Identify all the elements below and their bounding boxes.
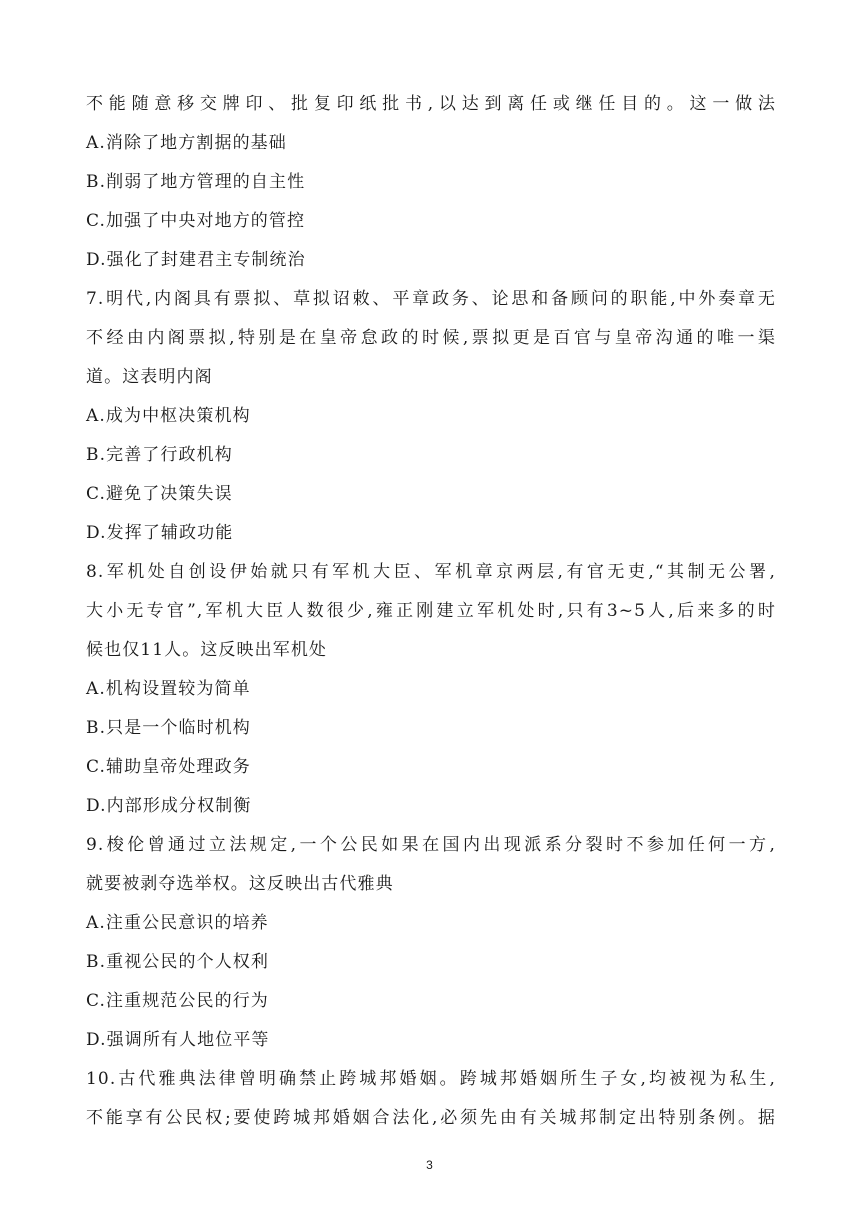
question-7-option-b: B.完善了行政机构 [86,445,233,465]
question-9-stem-line-2: 就要被剥夺选举权。这反映出古代雅典 [86,874,394,894]
question-9-option-a: A.注重公民意识的培养 [86,913,269,933]
question-9-option-b: B.重视公民的个人权利 [86,952,269,972]
question-9-stem-line-1: 9.梭伦曾通过立法规定,一个公民如果在国内出现派系分裂时不参加任何一方, [86,835,776,855]
question-7-option-c: C.避免了决策失误 [86,484,233,504]
question-9-option-d: D.强调所有人地位平等 [86,1030,270,1050]
question-10-stem-line-2: 不能享有公民权;要使跨城邦婚姻合法化,必须先由有关城邦制定出特别条例。据 [86,1108,776,1128]
question-6-option-b: B.削弱了地方管理的自主性 [86,172,306,192]
question-6-option-a: A.消除了地方割据的基础 [86,133,287,153]
question-6-option-c: C.加强了中央对地方的管控 [86,211,306,231]
question-7-option-a: A.成为中枢决策机构 [86,406,251,426]
question-8-option-d: D.内部形成分权制衡 [86,796,252,816]
question-7-stem-line-1: 7.明代,内阁具有票拟、草拟诏敕、平章政务、论思和备顾问的职能,中外奏章无 [86,289,776,309]
question-7-stem-line-3: 道。这表明内阁 [86,367,213,387]
question-9-option-c: C.注重规范公民的行为 [86,991,269,1011]
question-8-stem-line-1: 8.军机处自创设伊始就只有军机大臣、军机章京两层,有官无吏,“其制无公署, [86,562,776,582]
question-7-option-d: D.发挥了辅政功能 [86,523,234,543]
question-8-stem-line-3: 候也仅11人。这反映出军机处 [86,640,328,660]
question-8-option-c: C.辅助皇帝处理政务 [86,757,251,777]
question-8-option-a: A.机构设置较为简单 [86,679,251,699]
question-8-option-b: B.只是一个临时机构 [86,718,251,738]
page-number: 3 [426,1158,434,1172]
question-6-stem-continuation: 不能随意移交牌印、批复印纸批书,以达到离任或继任目的。这一做法 [86,94,776,114]
question-7-stem-line-2: 不经由内阁票拟,特别是在皇帝怠政的时候,票拟更是百官与皇帝沟通的唯一渠 [86,328,776,348]
question-10-stem-line-1: 10.古代雅典法律曾明确禁止跨城邦婚姻。跨城邦婚姻所生子女,均被视为私生, [86,1069,776,1089]
question-6-option-d: D.强化了封建君主专制统治 [86,250,306,270]
question-8-stem-line-2: 大小无专官”,军机大臣人数很少,雍正刚建立军机处时,只有3~5人,后来多的时 [86,601,776,621]
